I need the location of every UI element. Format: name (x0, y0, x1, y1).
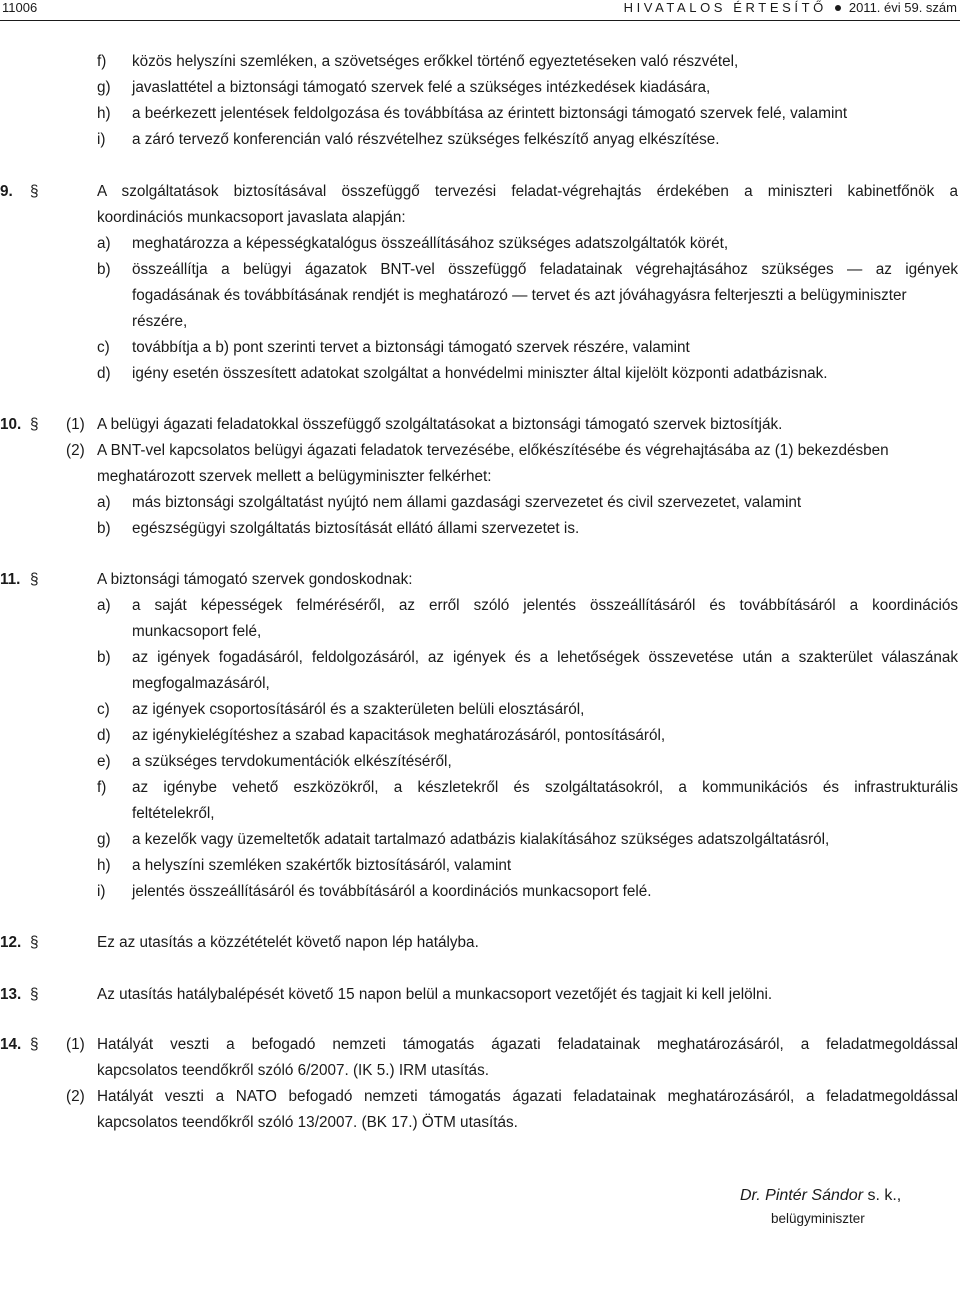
list-item-text: az igénybe vehető eszközökről, a készletekről és szolgáltatásokról, a kommunikációs és infrastrukturális (132, 779, 958, 796)
list-item-label: a) (97, 494, 111, 511)
paragraph-text: Hatályát veszti a befogadó nemzeti támogatás ágazati feladatainak meghatározásáról, a feladatmegoldással (97, 1036, 958, 1053)
list-item-text: a helyszíni szemléken szakértők biztosításáról, valamint (132, 857, 512, 874)
paragraph-label: (1) (66, 416, 85, 433)
signature-name (740, 1187, 901, 1205)
paragraph-text: meghatározott szervek mellett a belügyminiszter felkérhet: (97, 468, 492, 485)
signature-title: belügyminiszter (771, 1211, 865, 1226)
section-number: 9. (0, 183, 13, 200)
section-symbol: § (30, 1036, 39, 1053)
section-symbol: § (30, 183, 39, 200)
section-number: 11. (0, 571, 21, 588)
paragraph-label: (2) (66, 442, 85, 459)
section-symbol: § (30, 571, 39, 588)
list-item-label: b) (97, 649, 111, 666)
issue-number: 2011. évi 59. szám (848, 0, 957, 15)
list-item-text: összeállítja a belügyi ágazatok BNT-vel összefüggő feladatainak végrehajtásához szükséges — az igények (132, 261, 958, 278)
list-item-text: jelentés összeállításáról és továbbításáról a koordinációs munkacsoport felé. (132, 883, 652, 900)
section-intro: A biztonsági támogató szervek gondoskodnak: (97, 571, 413, 588)
list-item-label: g) (97, 79, 111, 96)
list-item-label: c) (97, 701, 110, 718)
list-item-label: h) (97, 857, 111, 874)
list-item-text: feltételekről, (132, 805, 215, 822)
list-item-text: az igények fogadásáról, feldolgozásáról, az igények és a lehetőségek összevetése után a szakterület válaszának (132, 649, 958, 666)
section-symbol: § (30, 934, 39, 951)
list-item-text: a kezelők vagy üzemeltetők adatait tartalmazó adatbázis kialakításához szükséges adatszolgáltatásról, (132, 831, 830, 848)
list-item-text: a szükséges tervdokumentációk elkészítéséről, (132, 753, 452, 770)
list-item-text: az igények csoportosításáról és a szakterületen belüli elosztásáról, (132, 701, 585, 718)
signer-name: Dr. Pintér Sándor (740, 1187, 864, 1204)
section-number: 14. (0, 1036, 22, 1053)
publication-info (624, 0, 957, 15)
list-item-label: b) (97, 520, 111, 537)
list-item-text: továbbítja a b) pont szerinti tervet a biztonsági támogató szervek részére, valamint (132, 339, 690, 356)
list-item-label: g) (97, 831, 111, 848)
paragraph-text: Hatályát veszti a NATO befogadó nemzeti támogatás ágazati feladatainak meghatározásáról, a feladatmegoldással (97, 1088, 958, 1105)
list-item-label: h) (97, 105, 111, 122)
list-item-text: a záró tervező konferencián való részvételhez szükséges felkészítő anyag elkészítése. (132, 131, 720, 148)
list-item-text: egészségügyi szolgáltatás biztosítását ellátó állami szervezetet is. (132, 520, 580, 537)
section-number: 12. (0, 934, 22, 951)
list-item-label: i) (97, 131, 106, 148)
list-item-text: javaslattétel a biztonsági támogató szervek felé a szükséges intézkedések kiadására, (132, 79, 711, 96)
list-item-text: megfogalmazásáról, (132, 675, 270, 692)
section-text: Ez az utasítás a közzétételét követő napon lép hatályba. (97, 934, 479, 951)
list-item-label: d) (97, 727, 111, 744)
paragraph-label: (2) (66, 1088, 85, 1105)
running-header (0, 0, 960, 20)
paragraph-text: A BNT-vel kapcsolatos belügyi ágazati feladatok tervezésébe, előkészítésébe és végrehajtásába az (1) bekezdésben (97, 442, 889, 459)
list-item-label: c) (97, 339, 110, 356)
list-item-text: fogadásának és továbbításának rendjét is meghatározó — tervet és azt jóváhagyásra felterjeszti a belügyminiszter (132, 287, 907, 304)
page-number: 11006 (2, 0, 38, 15)
list-item-text: más biztonsági szolgáltatást nyújtó nem állami gazdasági szervezetet és civil szervezetet, valamint (132, 494, 802, 511)
paragraph-label: (1) (66, 1036, 85, 1053)
section-number: 13. (0, 986, 22, 1003)
list-item-label: a) (97, 597, 111, 614)
publication-title: HIVATALOS ÉRTESÍTŐ (623, 0, 827, 15)
list-item-text: a saját képességek felméréséről, az erről szóló jelentés összeállításáról és továbbításáról a koordinációs (132, 597, 958, 614)
header-rule (0, 20, 960, 21)
list-item-label: f) (97, 53, 107, 70)
bullet-separator-icon (835, 5, 841, 11)
section-intro: A szolgáltatások biztosításával összefüggő tervezési feladat-végrehajtás érdekében a miniszteri kabinetfőnök a (97, 183, 958, 200)
list-item-label: f) (97, 779, 107, 796)
list-item-label: d) (97, 365, 111, 382)
list-item-text: munkacsoport felé, (132, 623, 262, 640)
section-symbol: § (30, 416, 39, 433)
section-text: Az utasítás hatálybalépését követő 15 napon belül a munkacsoport vezetőjét és tagjait ki kell jelölni. (97, 986, 773, 1003)
list-item-text: az igénykielégítéshez a szabad kapacitások meghatározásáról, pontosításáról, (132, 727, 666, 744)
list-item-label: a) (97, 235, 111, 252)
signature-suffix: s. k., (863, 1187, 902, 1204)
section-symbol: § (30, 986, 39, 1003)
paragraph-text: A belügyi ágazati feladatokkal összefüggő szolgáltatásokat a biztonsági támogató szervek biztosítják. (97, 416, 783, 433)
list-item-text: közös helyszíni szemléken, a szövetséges erőkkel történő egyeztetéseken való részvétel, (132, 53, 739, 70)
paragraph-text: kapcsolatos teendőkről szóló 6/2007. (IK 5.) IRM utasítás. (97, 1062, 489, 1079)
list-item-label: e) (97, 753, 111, 770)
list-item-text: a beérkezett jelentések feldolgozása és továbbítása az érintett biztonsági támogató szervek felé, valamint (132, 105, 848, 122)
list-item-text: meghatározza a képességkatalógus összeállításához szükséges adatszolgáltatók körét, (132, 235, 729, 252)
list-item-label: i) (97, 883, 106, 900)
list-item-label: b) (97, 261, 111, 278)
section-intro: koordinációs munkacsoport javaslata alapján: (97, 209, 406, 226)
list-item-text: igény esetén összesített adatokat szolgáltat a honvédelmi miniszter által kijelölt központi adatbázisnak. (132, 365, 828, 382)
section-number: 10. (0, 416, 22, 433)
paragraph-text: kapcsolatos teendőkről szóló 13/2007. (BK 17.) ÖTM utasítás. (97, 1114, 518, 1131)
list-item-text: részére, (132, 313, 188, 330)
